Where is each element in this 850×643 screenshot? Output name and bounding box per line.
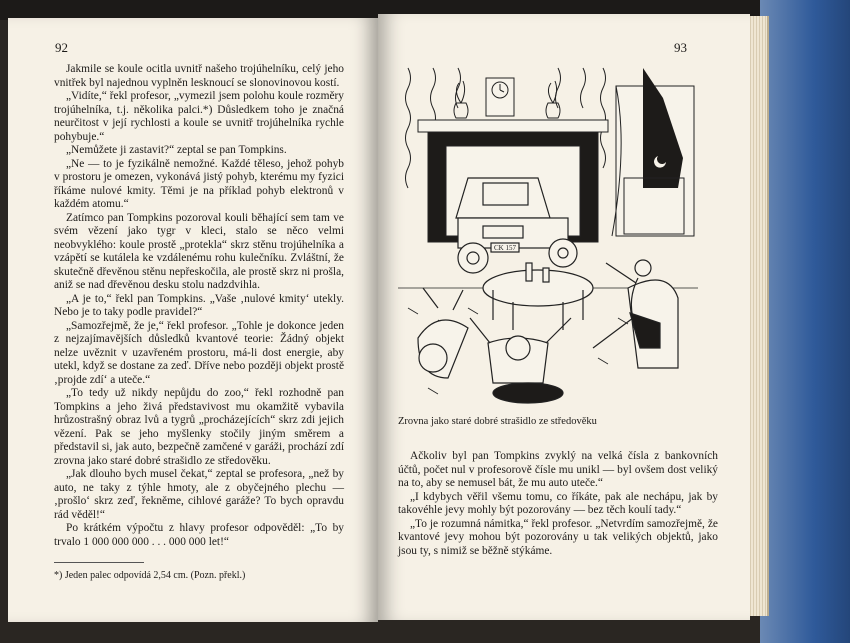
right-page — [378, 14, 750, 620]
footnote: *) Jeden palec odpovídá 2,54 cm. (Pozn. překl.) — [54, 570, 246, 581]
page-number-left: 92 — [55, 40, 68, 55]
paragraph: Jakmile se koule ocitla uvnitř našeho trojúhelníku, celý jeho vnitřek byl najednou vyplněn lesknoucí se slonovinovou kostí. — [54, 63, 344, 89]
fainted-lady — [418, 288, 468, 378]
paragraph: „Ne — to je fyzikálně nemožné. Každé těleso, jehož pohyb v prostoru je omezen, vykonává jistý pohyb, kterému my fyzici říkáme nulové kmity. Těmi je na příklad pohyb elektronů v každém atomu.“ — [54, 157, 344, 210]
paragraph: „To je rozumná námitka,“ řekl profesor. „Netvrdím samozřejmě, že kvantové jevy mohou být pozorovány u tak velikých objektů, jako jsou ty, s nimiž se běžně stýkáme. — [398, 517, 718, 557]
surprised-man — [470, 318, 571, 403]
ghost-car-illustration — [398, 58, 698, 408]
coffee-table — [483, 263, 593, 330]
paragraph: Po krátkém výpočtu z hlavy profesor odpověděl: „To by trvalo 1 000 000 000 . . . 000 000 let!“ — [54, 522, 344, 548]
night-window — [612, 68, 694, 236]
paragraph: „Vidíte,“ řekl profesor, „vymezil jsem polohu koule rozměry trojúhelníka, t.j. několika palci.*) Důsledkem toho je značná neurčitost v její rychlosti a koule se uvnitř trojúhelníka rychle pohybuje.“ — [54, 90, 344, 143]
car-plate: CK 157 — [494, 244, 516, 252]
illustration-caption: Zrovna jako staré dobré strašidlo ze středověku — [398, 416, 597, 427]
man-in-armchair — [593, 260, 678, 368]
paragraph: „I kdybych věřil všemu tomu, co říkáte, pak ale nechápu, jak by takovéhle jevy mohly být pozorovány — bez těch koulí tady.“ — [398, 490, 718, 516]
paragraph: Zatímco pan Tompkins pozoroval kouli běhající sem tam ve svém vězení jako tygr v kleci, stalo se něco velmi neobvyklého: koule prostě „protekla“ skrz stěnu trojúhelníka a vzápětí se kutálela ke vzdálenému rohu kulečníku. Zvláštní, že skutečně dřevěnou stěnu nepřeskočila, ale prostě skrz ni prošla, aniž se nad dřevěnou desku stolu nadzdvihla. — [54, 211, 344, 291]
right-page-text — [398, 450, 718, 558]
blue-backdrop — [760, 0, 850, 643]
mantel-clock — [486, 78, 514, 116]
page-number-right: 93 — [674, 40, 687, 55]
paragraph: Ačkoliv byl pan Tompkins zvyklý na velká čísla z bankovních účtů, počet nul v profesorově čísle mu unikl — byl ovšem dost veliký na to, aby se nemusel bát, že mu auto uteče.“ — [398, 450, 718, 489]
paragraph: „To tedy už nikdy nepůjdu do zoo,“ řekl rozhodně pan Tompkins a jeho živá představivost mu okamžitě vybavila hrůzostrašný obraz lvů a tygrů „procházejících“ skrz zdi jejich vězení. Pak se jeho myšlenky stočily jiným směrem a představil si, jak auto, bezpečně zamčené v garáži, prochází zdí zrovna jako staré dobré strašidlo ze středověku. — [54, 387, 344, 467]
paragraph: „Samozřejmě, že je,“ řekl profesor. „Tohle je dokonce jeden z nejzajímavějších důsledků kvantové teorie: Žádný objekt nelze uvěznit v uzavřeném prostoru, má-li dost energie, aby utekl, když se dostane za zeď. Dříve nebo později objekt prostě ‚projde zdí‘ a uteče.“ — [54, 319, 344, 386]
paragraph: „Nemůžete ji zastavit?“ zeptal se pan Tompkins. — [66, 144, 287, 156]
footnote-rule — [54, 562, 144, 563]
left-page — [8, 18, 378, 622]
paragraph: „Jak dlouho bych musel čekat,“ zeptal se profesora, „než by auto, ne taky z týhle hmoty, ale z obyčejného plechu — ‚prošlo‘ skrz zeď, řekněme, cihlové garáže? To bych opravdu rád věděl!“ — [54, 468, 344, 521]
paragraph: „A je to,“ řekl pan Tompkins. „Vaše ‚nulové kmity‘ utekly. Nebo je to taky podle pravidel?“ — [54, 292, 344, 318]
left-page-text — [54, 63, 344, 549]
